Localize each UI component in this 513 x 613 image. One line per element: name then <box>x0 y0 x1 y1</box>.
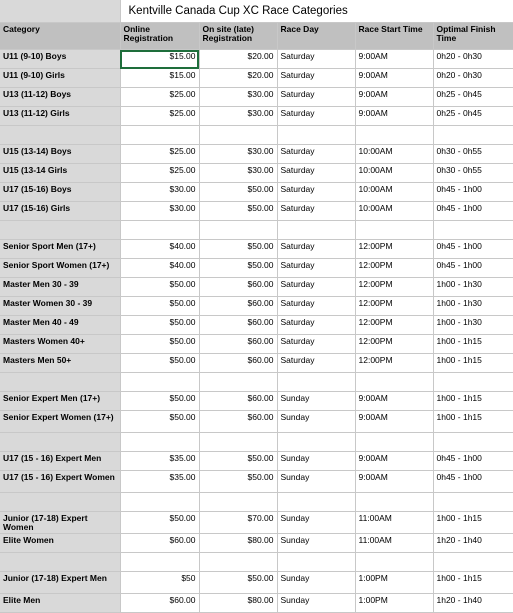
finish-time-cell[interactable]: 1h20 - 1h40 <box>433 534 513 553</box>
start-time-cell[interactable]: 10:00AM <box>355 164 433 183</box>
empty-cell[interactable] <box>355 433 433 452</box>
onsite-fee-cell[interactable]: $60.00 <box>199 335 277 354</box>
online-fee-cell[interactable]: $30.00 <box>120 183 199 202</box>
category-cell[interactable]: Elite Women <box>0 534 120 553</box>
category-cell[interactable]: U13 (11-12) Girls <box>0 107 120 126</box>
online-fee-cell[interactable]: $50.00 <box>120 297 199 316</box>
empty-cell[interactable] <box>199 221 277 240</box>
category-cell[interactable]: Senior Sport Men (17+) <box>0 240 120 259</box>
table-row <box>0 354 513 373</box>
race-day-cell[interactable]: Sunday <box>277 594 355 613</box>
start-time-cell[interactable]: 11:00AM <box>355 512 433 534</box>
blank-row <box>0 221 513 240</box>
empty-cell[interactable] <box>120 373 199 392</box>
start-time-cell[interactable]: 1:00PM <box>355 572 433 594</box>
category-cell[interactable]: Senior Expert Women (17+) <box>0 411 120 433</box>
onsite-fee-cell[interactable]: $20.00 <box>199 50 277 69</box>
empty-cell[interactable] <box>0 126 120 145</box>
onsite-fee-cell[interactable]: $60.00 <box>199 297 277 316</box>
empty-cell[interactable] <box>277 433 355 452</box>
finish-time-cell[interactable]: 0h25 - 0h45 <box>433 88 513 107</box>
finish-time-cell[interactable]: 1h00 - 1h15 <box>433 411 513 433</box>
empty-cell[interactable] <box>277 373 355 392</box>
online-fee-cell[interactable]: $25.00 <box>120 88 199 107</box>
race-day-cell[interactable]: Sunday <box>277 512 355 534</box>
header-category[interactable]: Category <box>0 23 120 50</box>
table-row <box>0 452 513 471</box>
category-cell[interactable]: U11 (9-10) Girls <box>0 69 120 88</box>
race-day-cell[interactable]: Sunday <box>277 572 355 594</box>
race-day-cell[interactable]: Sunday <box>277 392 355 411</box>
finish-time-cell[interactable]: 0h45 - 1h00 <box>433 452 513 471</box>
online-fee-cell[interactable]: $50.00 <box>120 335 199 354</box>
race-day-cell[interactable]: Saturday <box>277 297 355 316</box>
category-cell[interactable]: Senior Sport Women (17+) <box>0 259 120 278</box>
onsite-fee-cell[interactable]: $50.00 <box>199 183 277 202</box>
start-time-cell[interactable]: 9:00AM <box>355 411 433 433</box>
category-cell[interactable]: U15 (13-14) Boys <box>0 145 120 164</box>
empty-cell[interactable] <box>120 433 199 452</box>
race-day-cell[interactable]: Saturday <box>277 202 355 221</box>
table-row <box>0 512 513 534</box>
empty-cell[interactable] <box>277 553 355 572</box>
start-time-cell[interactable]: 12:00PM <box>355 297 433 316</box>
table-row <box>0 572 513 594</box>
start-time-cell[interactable]: 1:00PM <box>355 594 433 613</box>
onsite-fee-cell[interactable]: $30.00 <box>199 145 277 164</box>
empty-cell[interactable] <box>199 373 277 392</box>
onsite-fee-cell[interactable]: $30.00 <box>199 107 277 126</box>
finish-time-cell[interactable]: 1h00 - 1h15 <box>433 392 513 411</box>
finish-time-cell[interactable]: 1h00 - 1h15 <box>433 335 513 354</box>
race-day-cell[interactable]: Saturday <box>277 107 355 126</box>
finish-time-cell[interactable]: 1h00 - 1h30 <box>433 297 513 316</box>
table-row <box>0 297 513 316</box>
race-day-cell[interactable]: Saturday <box>277 335 355 354</box>
online-fee-cell[interactable]: $50.00 <box>120 411 199 433</box>
table-row <box>0 107 513 126</box>
empty-cell[interactable] <box>0 433 120 452</box>
start-time-cell[interactable]: 9:00AM <box>355 50 433 69</box>
empty-cell[interactable] <box>433 221 513 240</box>
onsite-fee-cell[interactable]: $60.00 <box>199 392 277 411</box>
table-row <box>0 145 513 164</box>
start-time-cell[interactable]: 12:00PM <box>355 240 433 259</box>
onsite-fee-cell[interactable]: $80.00 <box>199 594 277 613</box>
header-row <box>0 23 513 50</box>
online-fee-cell[interactable]: $50.00 <box>120 278 199 297</box>
start-time-cell[interactable]: 9:00AM <box>355 107 433 126</box>
online-fee-cell[interactable]: $25.00 <box>120 145 199 164</box>
category-cell[interactable]: U17 (15-16) Boys <box>0 183 120 202</box>
table-row <box>0 278 513 297</box>
start-time-cell[interactable]: 11:00AM <box>355 534 433 553</box>
blank-row <box>0 126 513 145</box>
race-day-cell[interactable]: Sunday <box>277 534 355 553</box>
onsite-fee-cell[interactable]: $50.00 <box>199 572 277 594</box>
finish-time-cell[interactable]: 0h20 - 0h30 <box>433 69 513 88</box>
empty-cell[interactable] <box>355 126 433 145</box>
race-day-cell[interactable]: Sunday <box>277 411 355 433</box>
online-fee-cell[interactable]: $50 <box>120 572 199 594</box>
race-day-cell[interactable]: Saturday <box>277 164 355 183</box>
online-fee-cell[interactable]: $60.00 <box>120 594 199 613</box>
blank-row <box>0 493 513 512</box>
online-fee-cell[interactable]: $60.00 <box>120 534 199 553</box>
online-fee-cell[interactable]: $50.00 <box>120 392 199 411</box>
online-fee-cell[interactable]: $30.00 <box>120 202 199 221</box>
finish-time-cell[interactable]: 0h20 - 0h30 <box>433 50 513 69</box>
onsite-fee-cell[interactable]: $60.00 <box>199 411 277 433</box>
online-fee-cell[interactable]: $35.00 <box>120 471 199 493</box>
table-row <box>0 69 513 88</box>
online-fee-cell[interactable]: $50.00 <box>120 316 199 335</box>
online-fee-cell[interactable]: $25.00 <box>120 107 199 126</box>
empty-cell[interactable] <box>199 433 277 452</box>
finish-time-cell[interactable]: 1h00 - 1h15 <box>433 512 513 534</box>
empty-cell[interactable] <box>433 493 513 512</box>
table-row <box>0 88 513 107</box>
table-row <box>0 471 513 493</box>
table-row <box>0 392 513 411</box>
race-day-cell[interactable]: Sunday <box>277 471 355 493</box>
race-day-cell[interactable]: Saturday <box>277 145 355 164</box>
finish-time-cell[interactable]: 0h45 - 1h00 <box>433 471 513 493</box>
start-time-cell[interactable]: 12:00PM <box>355 316 433 335</box>
table-row <box>0 594 513 613</box>
table-row <box>0 534 513 553</box>
race-day-cell[interactable]: Saturday <box>277 69 355 88</box>
finish-time-cell[interactable]: 0h45 - 1h00 <box>433 183 513 202</box>
finish-time-cell[interactable]: 0h45 - 1h00 <box>433 202 513 221</box>
category-cell[interactable]: Junior (17-18) Expert Women <box>0 512 120 534</box>
empty-cell[interactable] <box>277 126 355 145</box>
table-row <box>0 183 513 202</box>
start-time-cell[interactable]: 9:00AM <box>355 88 433 107</box>
empty-cell[interactable] <box>120 493 199 512</box>
race-day-cell[interactable]: Saturday <box>277 278 355 297</box>
empty-cell[interactable] <box>199 553 277 572</box>
finish-time-cell[interactable]: 1h00 - 1h15 <box>433 354 513 373</box>
empty-cell[interactable] <box>0 373 120 392</box>
race-day-cell[interactable]: Saturday <box>277 50 355 69</box>
start-time-cell[interactable]: 10:00AM <box>355 183 433 202</box>
header-start-time[interactable]: Race Start Time <box>355 23 433 50</box>
race-day-cell[interactable]: Saturday <box>277 259 355 278</box>
onsite-fee-cell[interactable]: $70.00 <box>199 512 277 534</box>
onsite-fee-cell[interactable]: $60.00 <box>199 354 277 373</box>
header-online[interactable]: Online Registration <box>120 23 199 50</box>
category-cell[interactable]: U17 (15 - 16) Expert Women <box>0 471 120 493</box>
online-fee-cell[interactable]: $25.00 <box>120 164 199 183</box>
blank-row <box>0 373 513 392</box>
online-fee-cell[interactable]: $15.00 <box>120 69 199 88</box>
category-cell[interactable]: Senior Expert Men (17+) <box>0 392 120 411</box>
online-fee-cell[interactable]: $40.00 <box>120 259 199 278</box>
finish-time-cell[interactable]: 0h30 - 0h55 <box>433 164 513 183</box>
table-row <box>0 411 513 433</box>
finish-time-cell[interactable]: 0h30 - 0h55 <box>433 145 513 164</box>
blank-row <box>0 433 513 452</box>
empty-cell[interactable] <box>277 493 355 512</box>
start-time-cell[interactable]: 10:00AM <box>355 202 433 221</box>
race-day-cell[interactable]: Saturday <box>277 316 355 335</box>
start-time-cell[interactable]: 10:00AM <box>355 145 433 164</box>
online-fee-cell[interactable]: $50.00 <box>120 512 199 534</box>
category-cell[interactable]: U17 (15 - 16) Expert Men <box>0 452 120 471</box>
onsite-fee-cell[interactable]: $50.00 <box>199 202 277 221</box>
start-time-cell[interactable]: 12:00PM <box>355 354 433 373</box>
header-onsite[interactable]: On site (late) Registration <box>199 23 277 50</box>
onsite-fee-cell[interactable]: $50.00 <box>199 471 277 493</box>
category-cell[interactable]: U15 (13-14 Girls <box>0 164 120 183</box>
sheet-title[interactable]: Kentville Canada Cup XC Race Categories <box>120 0 513 23</box>
category-cell[interactable]: Elite Men <box>0 594 120 613</box>
finish-time-cell[interactable]: 0h45 - 1h00 <box>433 259 513 278</box>
category-cell[interactable]: Master Men 30 - 39 <box>0 278 120 297</box>
start-time-cell[interactable]: 9:00AM <box>355 392 433 411</box>
category-cell[interactable]: U11 (9-10) Boys <box>0 50 120 69</box>
category-cell[interactable]: U13 (11-12) Boys <box>0 88 120 107</box>
category-cell[interactable]: Junior (17-18) Expert Men <box>0 572 120 594</box>
header-race-day[interactable]: Race Day <box>277 23 355 50</box>
onsite-fee-cell[interactable]: $50.00 <box>199 259 277 278</box>
online-fee-cell[interactable]: $40.00 <box>120 240 199 259</box>
empty-cell[interactable] <box>0 553 120 572</box>
race-day-cell[interactable]: Saturday <box>277 88 355 107</box>
race-day-cell[interactable]: Saturday <box>277 240 355 259</box>
race-day-cell[interactable]: Sunday <box>277 452 355 471</box>
empty-cell[interactable] <box>0 493 120 512</box>
start-time-cell[interactable]: 9:00AM <box>355 471 433 493</box>
table-row <box>0 316 513 335</box>
empty-cell[interactable] <box>355 221 433 240</box>
empty-cell[interactable] <box>199 493 277 512</box>
finish-time-cell[interactable]: 1h00 - 1h30 <box>433 316 513 335</box>
onsite-fee-cell[interactable]: $20.00 <box>199 69 277 88</box>
start-time-cell[interactable]: 9:00AM <box>355 452 433 471</box>
start-time-cell[interactable]: 12:00PM <box>355 278 433 297</box>
table-row <box>0 240 513 259</box>
empty-cell[interactable] <box>120 221 199 240</box>
empty-cell[interactable] <box>433 126 513 145</box>
empty-cell[interactable] <box>355 493 433 512</box>
empty-cell[interactable] <box>120 553 199 572</box>
category-cell[interactable]: Master Women 30 - 39 <box>0 297 120 316</box>
finish-time-cell[interactable]: 0h25 - 0h45 <box>433 107 513 126</box>
onsite-fee-cell[interactable]: $30.00 <box>199 164 277 183</box>
onsite-fee-cell[interactable]: $60.00 <box>199 278 277 297</box>
start-time-cell[interactable]: 12:00PM <box>355 259 433 278</box>
empty-cell[interactable] <box>0 221 120 240</box>
table-row <box>0 259 513 278</box>
race-day-cell[interactable]: Saturday <box>277 183 355 202</box>
selected-cell[interactable]: $15.00 <box>120 50 199 69</box>
empty-cell[interactable] <box>199 126 277 145</box>
category-cell[interactable]: U17 (15-16) Girls <box>0 202 120 221</box>
onsite-fee-cell[interactable]: $50.00 <box>199 452 277 471</box>
empty-cell[interactable] <box>277 221 355 240</box>
onsite-fee-cell[interactable]: $80.00 <box>199 534 277 553</box>
empty-cell[interactable] <box>120 126 199 145</box>
empty-cell[interactable] <box>355 553 433 572</box>
finish-time-cell[interactable]: 0h45 - 1h00 <box>433 240 513 259</box>
table-row <box>0 202 513 221</box>
category-cell[interactable]: Masters Men 50+ <box>0 354 120 373</box>
finish-time-cell[interactable]: 1h00 - 1h15 <box>433 572 513 594</box>
category-cell[interactable]: Masters Women 40+ <box>0 335 120 354</box>
table-row <box>0 50 513 69</box>
title-row <box>0 0 513 23</box>
start-time-cell[interactable]: 9:00AM <box>355 69 433 88</box>
empty-cell[interactable] <box>355 373 433 392</box>
finish-time-cell[interactable]: 1h00 - 1h30 <box>433 278 513 297</box>
onsite-fee-cell[interactable]: $60.00 <box>199 316 277 335</box>
online-fee-cell[interactable]: $50.00 <box>120 354 199 373</box>
table-row <box>0 335 513 354</box>
finish-time-cell[interactable]: 1h20 - 1h40 <box>433 594 513 613</box>
onsite-fee-cell[interactable]: $30.00 <box>199 88 277 107</box>
onsite-fee-cell[interactable]: $50.00 <box>199 240 277 259</box>
start-time-cell[interactable]: 12:00PM <box>355 335 433 354</box>
header-finish-time[interactable]: Optimal Finish Time <box>433 23 513 50</box>
table-row <box>0 164 513 183</box>
online-fee-cell[interactable]: $35.00 <box>120 452 199 471</box>
empty-cell[interactable] <box>433 433 513 452</box>
blank-row <box>0 553 513 572</box>
empty-cell[interactable] <box>433 373 513 392</box>
empty-cell[interactable] <box>433 553 513 572</box>
category-cell[interactable]: Master Men 40 - 49 <box>0 316 120 335</box>
title-row-category-cell[interactable] <box>0 0 120 23</box>
race-day-cell[interactable]: Saturday <box>277 354 355 373</box>
